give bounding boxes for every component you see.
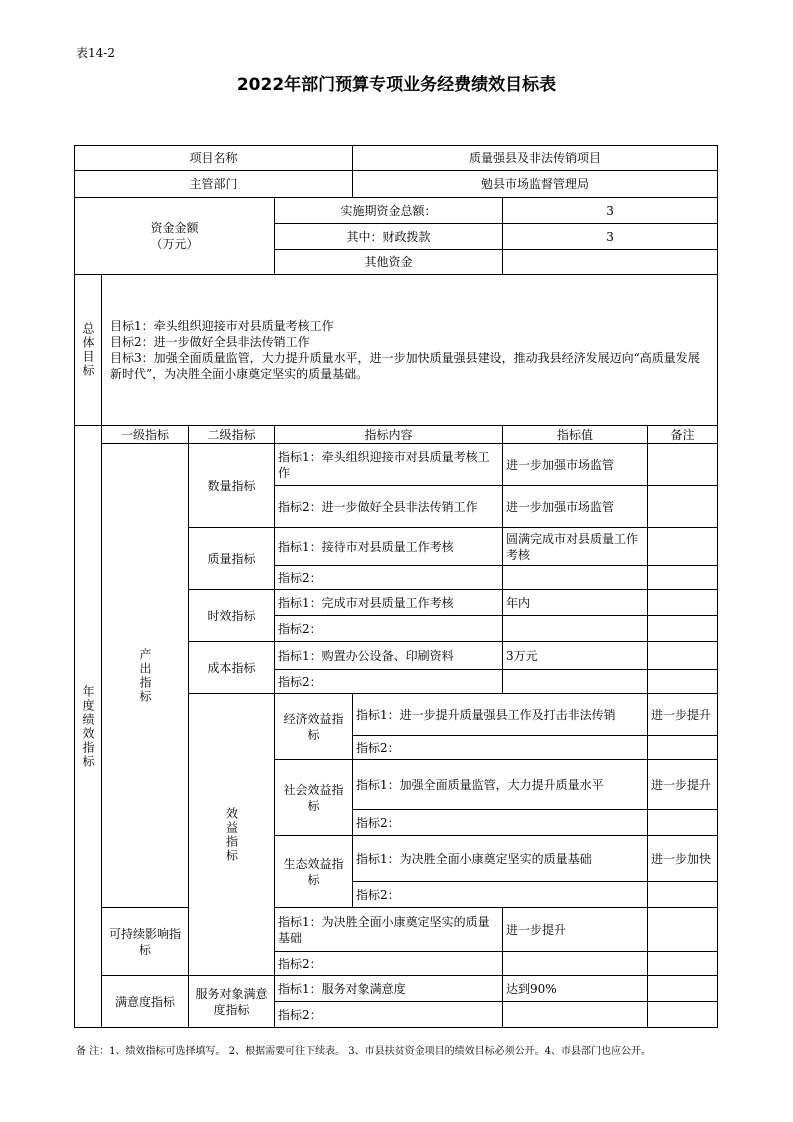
document-title: 2022年部门预算专项业务经费绩效目标表 bbox=[236, 75, 557, 95]
indicator-value: 进一步加强市场监管 bbox=[503, 444, 648, 486]
indicator-remark bbox=[648, 642, 718, 670]
header-remark: 备注 bbox=[648, 426, 718, 444]
indicator-value: 年内 bbox=[503, 590, 648, 616]
header-level2: 二级指标 bbox=[189, 426, 275, 444]
indicator-remark bbox=[648, 444, 718, 486]
table-row bbox=[75, 976, 718, 1002]
indicator-content: 指标2： bbox=[275, 952, 503, 976]
timeliness-indicator-label: 时效指标 bbox=[189, 590, 275, 642]
indicator-value: 进一步提升 bbox=[503, 908, 648, 952]
indicator-remark bbox=[648, 590, 718, 616]
indicator-content: 指标2： bbox=[353, 810, 648, 836]
sustainable-indicator-label: 可持续影响指标 bbox=[102, 908, 189, 976]
indicator-content: 指标1：完成市对县质量工作考核 bbox=[275, 590, 503, 616]
department-label: 主管部门 bbox=[75, 171, 353, 198]
indicator-content: 指标2：进一步做好全县非法传销工作 bbox=[275, 486, 503, 528]
indicator-content: 指标2： bbox=[353, 882, 648, 908]
benefit-indicator-label: 效益指标 bbox=[189, 694, 275, 976]
indicator-content: 指标2： bbox=[353, 736, 648, 760]
indicator-value bbox=[648, 810, 718, 836]
indicator-value: 圆满完成市对县质量工作考核 bbox=[503, 528, 648, 566]
social-indicator-label: 社会效益指标 bbox=[275, 760, 353, 836]
indicator-remark bbox=[648, 976, 718, 1002]
indicator-content: 指标1：为决胜全面小康奠定坚实的质量基础 bbox=[275, 908, 503, 952]
indicator-content: 指标1：为决胜全面小康奠定坚实的质量基础 bbox=[353, 836, 648, 882]
indicator-content: 指标1：进一步提升质量强县工作及打击非法传销 bbox=[353, 694, 648, 736]
indicator-value: 进一步提升 bbox=[648, 694, 718, 736]
goal-1: 目标1：牵头组织迎接市对县质量考核工作 bbox=[110, 319, 334, 333]
cost-indicator-label: 成本指标 bbox=[189, 642, 275, 694]
indicator-value: 3万元 bbox=[503, 642, 648, 670]
indicator-value bbox=[503, 1002, 648, 1028]
indicator-remark bbox=[648, 670, 718, 694]
indicator-content: 指标1：接待市对县质量工作考核 bbox=[275, 528, 503, 566]
indicator-value bbox=[648, 882, 718, 908]
indicator-content: 指标1：牵头组织迎接市对县质量考核工作 bbox=[275, 444, 503, 486]
indicator-remark bbox=[648, 566, 718, 590]
performance-table bbox=[74, 145, 718, 1028]
funds-other-value bbox=[503, 250, 718, 275]
indicator-remark bbox=[648, 486, 718, 528]
funds-total-row bbox=[75, 198, 718, 224]
indicator-content: 指标2： bbox=[275, 566, 503, 590]
header-value: 指标值 bbox=[503, 426, 648, 444]
ecological-indicator-label: 生态效益指标 bbox=[275, 836, 353, 908]
indicator-content: 指标1：加强全面质量监管，大力提升质量水平 bbox=[353, 760, 648, 810]
indicator-remark bbox=[648, 908, 718, 952]
indicator-value bbox=[503, 670, 648, 694]
indicator-content: 指标1：购置办公设备、印刷资料 bbox=[275, 642, 503, 670]
goal-3: 目标3：加强全面质量监管，大力提升质量水平，进一步加快质量强县建设，推动我县经济发展迈向“高质量发展新时代”，为决胜全面小康奠定坚实的质量基础。 bbox=[110, 351, 700, 381]
overall-goal-label: 总体目标 bbox=[75, 275, 102, 426]
service-indicator-label: 服务对象满意度指标 bbox=[189, 976, 275, 1028]
indicator-content: 指标2： bbox=[275, 1002, 503, 1028]
indicator-header-row bbox=[75, 426, 718, 444]
funds-fiscal-label: 其中：财政拨款 bbox=[275, 224, 503, 250]
footnote: 备 注：1、绩效指标可选择填写。 2、根据需要可往下续表。 3、市县扶贫资金项目的绩效目标必须公开。4、市县部门也应公开。 bbox=[76, 1046, 651, 1057]
indicator-value bbox=[503, 616, 648, 642]
indicator-remark bbox=[648, 1002, 718, 1028]
project-name-value: 质量强县及非法传销项目 bbox=[353, 146, 718, 171]
indicator-content: 指标1：服务对象满意度 bbox=[275, 976, 503, 1002]
indicator-value: 进一步提升 bbox=[648, 760, 718, 810]
table-row bbox=[75, 444, 718, 486]
indicator-remark bbox=[648, 528, 718, 566]
indicator-value bbox=[503, 566, 648, 590]
economic-indicator-label: 经济效益指标 bbox=[275, 694, 353, 760]
table-row bbox=[75, 908, 718, 952]
overall-goal-row bbox=[75, 275, 718, 426]
quality-indicator-label: 质量指标 bbox=[189, 528, 275, 590]
indicator-value: 进一步加快 bbox=[648, 836, 718, 882]
quantity-indicator-label: 数量指标 bbox=[189, 444, 275, 528]
header-level1: 一级指标 bbox=[102, 426, 189, 444]
indicator-content: 指标2： bbox=[275, 670, 503, 694]
department-row bbox=[75, 171, 718, 198]
goal-2: 目标2：进一步做好全县非法传销工作 bbox=[110, 335, 310, 349]
indicator-content: 指标2： bbox=[275, 616, 503, 642]
funds-total-label: 实施期资金总额： bbox=[275, 198, 503, 224]
funds-label: 资金金额 （万元） bbox=[75, 198, 275, 275]
overall-goal-content bbox=[102, 275, 718, 426]
indicator-remark bbox=[648, 952, 718, 976]
indicator-value bbox=[648, 736, 718, 760]
indicator-value: 达到90% bbox=[503, 976, 648, 1002]
indicator-remark bbox=[648, 616, 718, 642]
output-indicator-label: 产出指标 bbox=[102, 444, 189, 908]
department-value: 勉县市场监督管理局 bbox=[353, 171, 718, 198]
annual-indicator-label: 年度绩效指标 bbox=[75, 426, 102, 1028]
table-number: 表14-2 bbox=[76, 46, 115, 60]
indicator-value: 进一步加强市场监管 bbox=[503, 486, 648, 528]
funds-total-value: 3 bbox=[503, 198, 718, 224]
satisfaction-indicator-label: 满意度指标 bbox=[102, 976, 189, 1028]
funds-fiscal-value: 3 bbox=[503, 224, 718, 250]
indicator-value bbox=[503, 952, 648, 976]
project-name-row bbox=[75, 146, 718, 171]
header-content: 指标内容 bbox=[275, 426, 503, 444]
project-name-label: 项目名称 bbox=[75, 146, 353, 171]
funds-other-label: 其他资金 bbox=[275, 250, 503, 275]
